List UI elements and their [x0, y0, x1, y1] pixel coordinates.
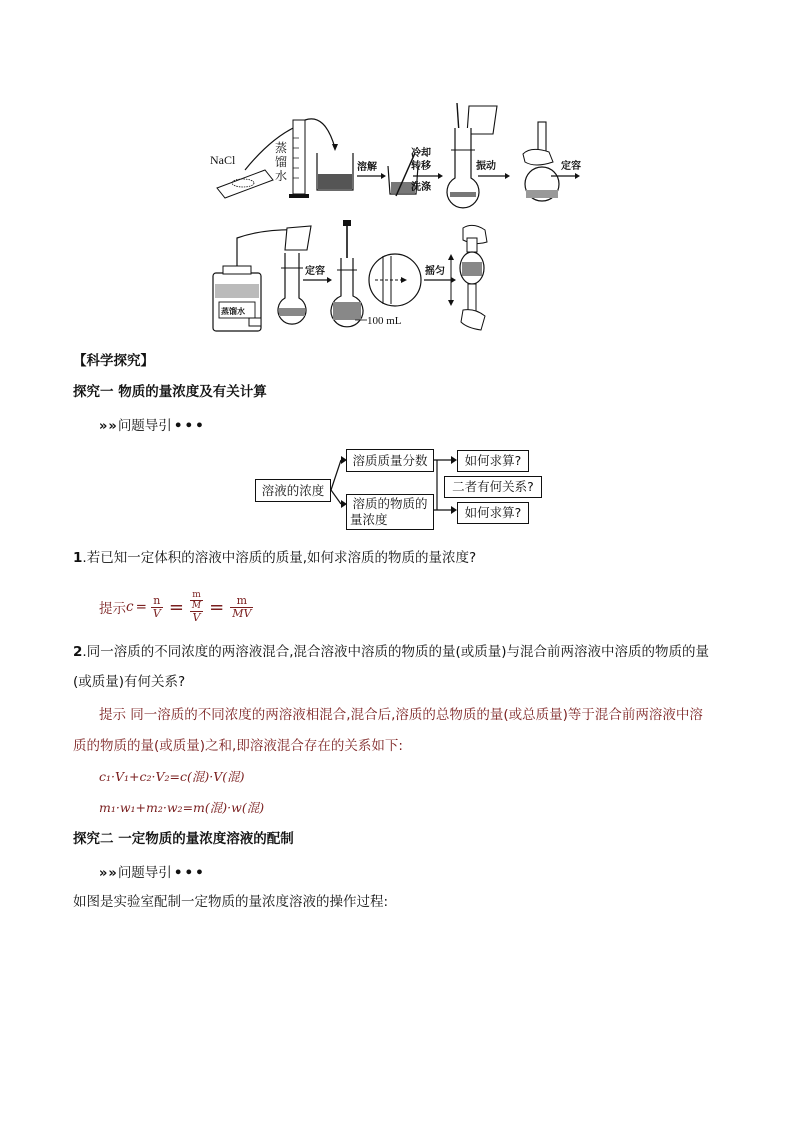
lab-procedure-diagram-top [205, 98, 600, 218]
hint-2-line1: 提示 同一溶质的不同浓度的两溶液相混合,混合后,溶质的总物质的量(或总质量)等于混合前两溶液中溶 [99, 707, 703, 723]
question-1-text: .若已知一定体积的溶液中溶质的质量,如何求溶质的物质的量浓度? [82, 550, 477, 566]
dots-icon: ••• [173, 865, 206, 881]
hint-1-prefix: 提示 [99, 601, 126, 617]
step-dissolve-label: 溶解 [357, 162, 377, 173]
water-label-1: 蒸 [275, 141, 288, 155]
step-cool-label-1: 冷却 [411, 148, 431, 159]
question-1 [73, 549, 476, 567]
hint-1-eq-2: = [168, 596, 184, 618]
flow-question-2-box: 如何求算? [457, 502, 529, 524]
formula-1: c₁·V₁+c₂·V₂=c(混)·V(混) [99, 769, 245, 784]
explore2-title: 探究二 一定物质的量浓度溶液的配制 [73, 831, 294, 847]
water-label-3: 水 [275, 169, 288, 183]
question-2-number: 2 [73, 644, 83, 660]
flow-molar-concentration-box [346, 494, 434, 530]
question-guide-2 [99, 861, 206, 881]
question-2-text-1: .同一溶质的不同浓度的两溶液混合,混合溶液中溶质的物质的量(或质量)与混合前两溶液中溶质的物质的量 [82, 644, 710, 660]
volume-label: 100 mL [367, 315, 402, 327]
section-title: 【科学探究】 [73, 353, 154, 369]
step-mix-label: 摇匀 [425, 266, 445, 277]
step-fix-label-top: 定容 [561, 161, 581, 172]
flow-root-box: 溶液的浓度 [255, 479, 331, 502]
chevron-icon: » [99, 866, 105, 881]
formula-2: m₁·w₁+m₂·w₂=m(混)·w(混) [99, 800, 265, 815]
water-label-2: 馏 [275, 155, 288, 169]
question-2-line2: (或质量)有何关系? [73, 674, 186, 690]
chevron-icon: » [99, 419, 105, 434]
fraction-n-over-V: $\frac{n}{V}$ [152, 593, 161, 620]
dots-icon: ••• [173, 418, 206, 434]
fraction-m-over-M-over-V: $\frac{\frac{m}{M}}{V}$ [191, 590, 202, 624]
step-cool-label-2: 转移 [411, 161, 431, 172]
flow-question-1-box: 如何求算? [457, 450, 529, 472]
flow-molar-line2: 量浓度 [350, 512, 388, 527]
lab-procedure-diagram-bottom [205, 218, 505, 340]
question-2-line1 [73, 643, 709, 661]
chevron-icon: » [108, 419, 114, 434]
distilled-water-bottle-label: 蒸馏水 [221, 307, 245, 316]
hint-1-eq: = [135, 599, 147, 615]
nacl-label: NaCl [210, 153, 236, 167]
fraction-m-over-M: $\frac{m}{M}$ [191, 590, 202, 611]
hint-2-line2: 质的物质的量(或质量)之和,即溶液混合存在的关系如下: [73, 738, 403, 754]
guide-label: 问题导引 [117, 418, 172, 434]
flow-relation-box: 二者有何关系? [444, 476, 542, 498]
question-1-number: 1 [73, 550, 83, 566]
guide-label-2: 问题导引 [117, 865, 172, 881]
explore1-title: 探究一 物质的量浓度及有关计算 [73, 384, 267, 400]
step-fix-label-bottom: 定容 [305, 266, 325, 277]
final-text: 如图是实验室配制一定物质的量浓度溶液的操作过程: [73, 894, 389, 910]
question-guide-1 [99, 414, 206, 434]
hint-1 [99, 590, 253, 624]
step-cool-label-3: 洗涤 [411, 182, 431, 193]
flow-molar-line1: 溶质的物质的 [352, 496, 428, 511]
step-shake-label: 振动 [476, 161, 496, 172]
chevron-icon: » [108, 866, 114, 881]
hint-1-eq-3: = [209, 596, 225, 618]
fraction-m-over-MV: $\frac{m}{MV}$ [232, 593, 252, 620]
flow-mass-fraction-box: 溶质质量分数 [346, 449, 434, 472]
hint-1-c: c [126, 599, 134, 615]
